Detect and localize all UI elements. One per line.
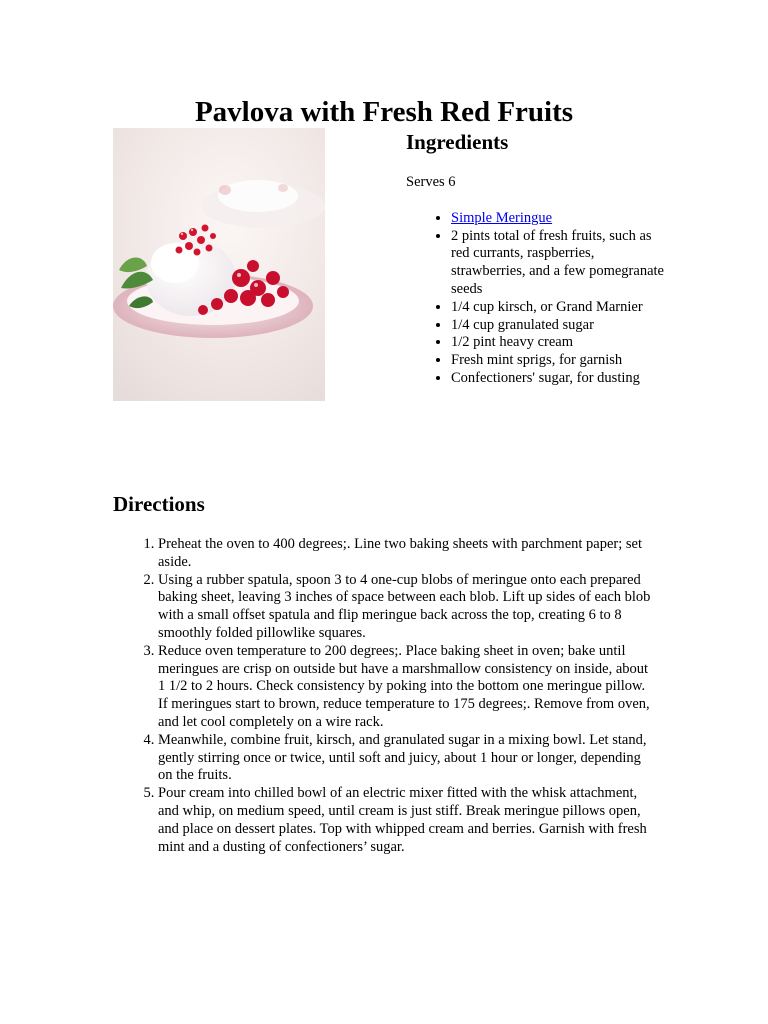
list-item: • Fresh mint sprigs, for garnish [451, 352, 666, 370]
ingredients-list [406, 210, 666, 388]
list-item: • 1/4 cup kirsch, or Grand Marnier [451, 299, 666, 317]
list-item [451, 210, 666, 228]
ingredients-heading: Ingredients [406, 130, 509, 154]
directions-heading: Directions [113, 492, 205, 516]
ingredients-section [406, 128, 666, 388]
pavlova-photo [113, 128, 325, 401]
list-item: 1. Preheat the oven to 400 degrees;. Line two baking sheets with parchment paper; set aside. [158, 536, 658, 572]
pavlova-photo-graphic [113, 128, 325, 401]
serves-text: Serves 6 [406, 174, 456, 190]
page-title: Pavlova with Fresh Red Fruits [194, 96, 574, 128]
directions-section [113, 490, 658, 856]
simple-meringue-link[interactable]: Simple Meringue [451, 209, 553, 226]
list-item: • 2 pints total of fresh fruits, such as red currants, raspberries, strawberries, and a few pomegranate seeds [451, 228, 666, 299]
list-item: • 1/2 pint heavy cream [451, 334, 666, 352]
list-item: 3. Reduce oven temperature to 200 degrees;. Place baking sheet in oven; bake until meringues are crisp on outside but have a marshmallow consistency on inside, about 1 1/2 to 2 hours. Check consistency by poking into the bottom one meringue pillow. If meringues start to brown, reduce temperature to 175 degrees;. Remove from oven, and let cool completely on a wire rack. [158, 643, 658, 732]
list-item: 5. Pour cream into chilled bowl of an electric mixer fitted with the whisk attachment, and whip, on medium speed, until cream is just stiff. Break meringue pillows open, and place on dessert plates. Top with whipped cream and berries. Garnish with fresh mint and a dusting of confectioners’ sugar. [158, 785, 658, 856]
list-item: 2. Using a rubber spatula, spoon 3 to 4 one-cup blobs of meringue onto each prepared baking sheet, leaving 3 inches of space between each blob. Lift up sides of each blob with a small offset spatula and flip meringue back across the top, creating 6 to 8 smoothly folded pillowlike squares. [158, 572, 658, 643]
directions-list [113, 536, 658, 856]
list-item: 4. Meanwhile, combine fruit, kirsch, and granulated sugar in a mixing bowl. Let stand, gently stirring once or twice, until soft and juicy, about 1 hour or longer, depending on the fruits. [158, 732, 658, 785]
list-item: • Confectioners' sugar, for dusting [451, 370, 666, 388]
list-item: • 1/4 cup granulated sugar [451, 317, 666, 335]
